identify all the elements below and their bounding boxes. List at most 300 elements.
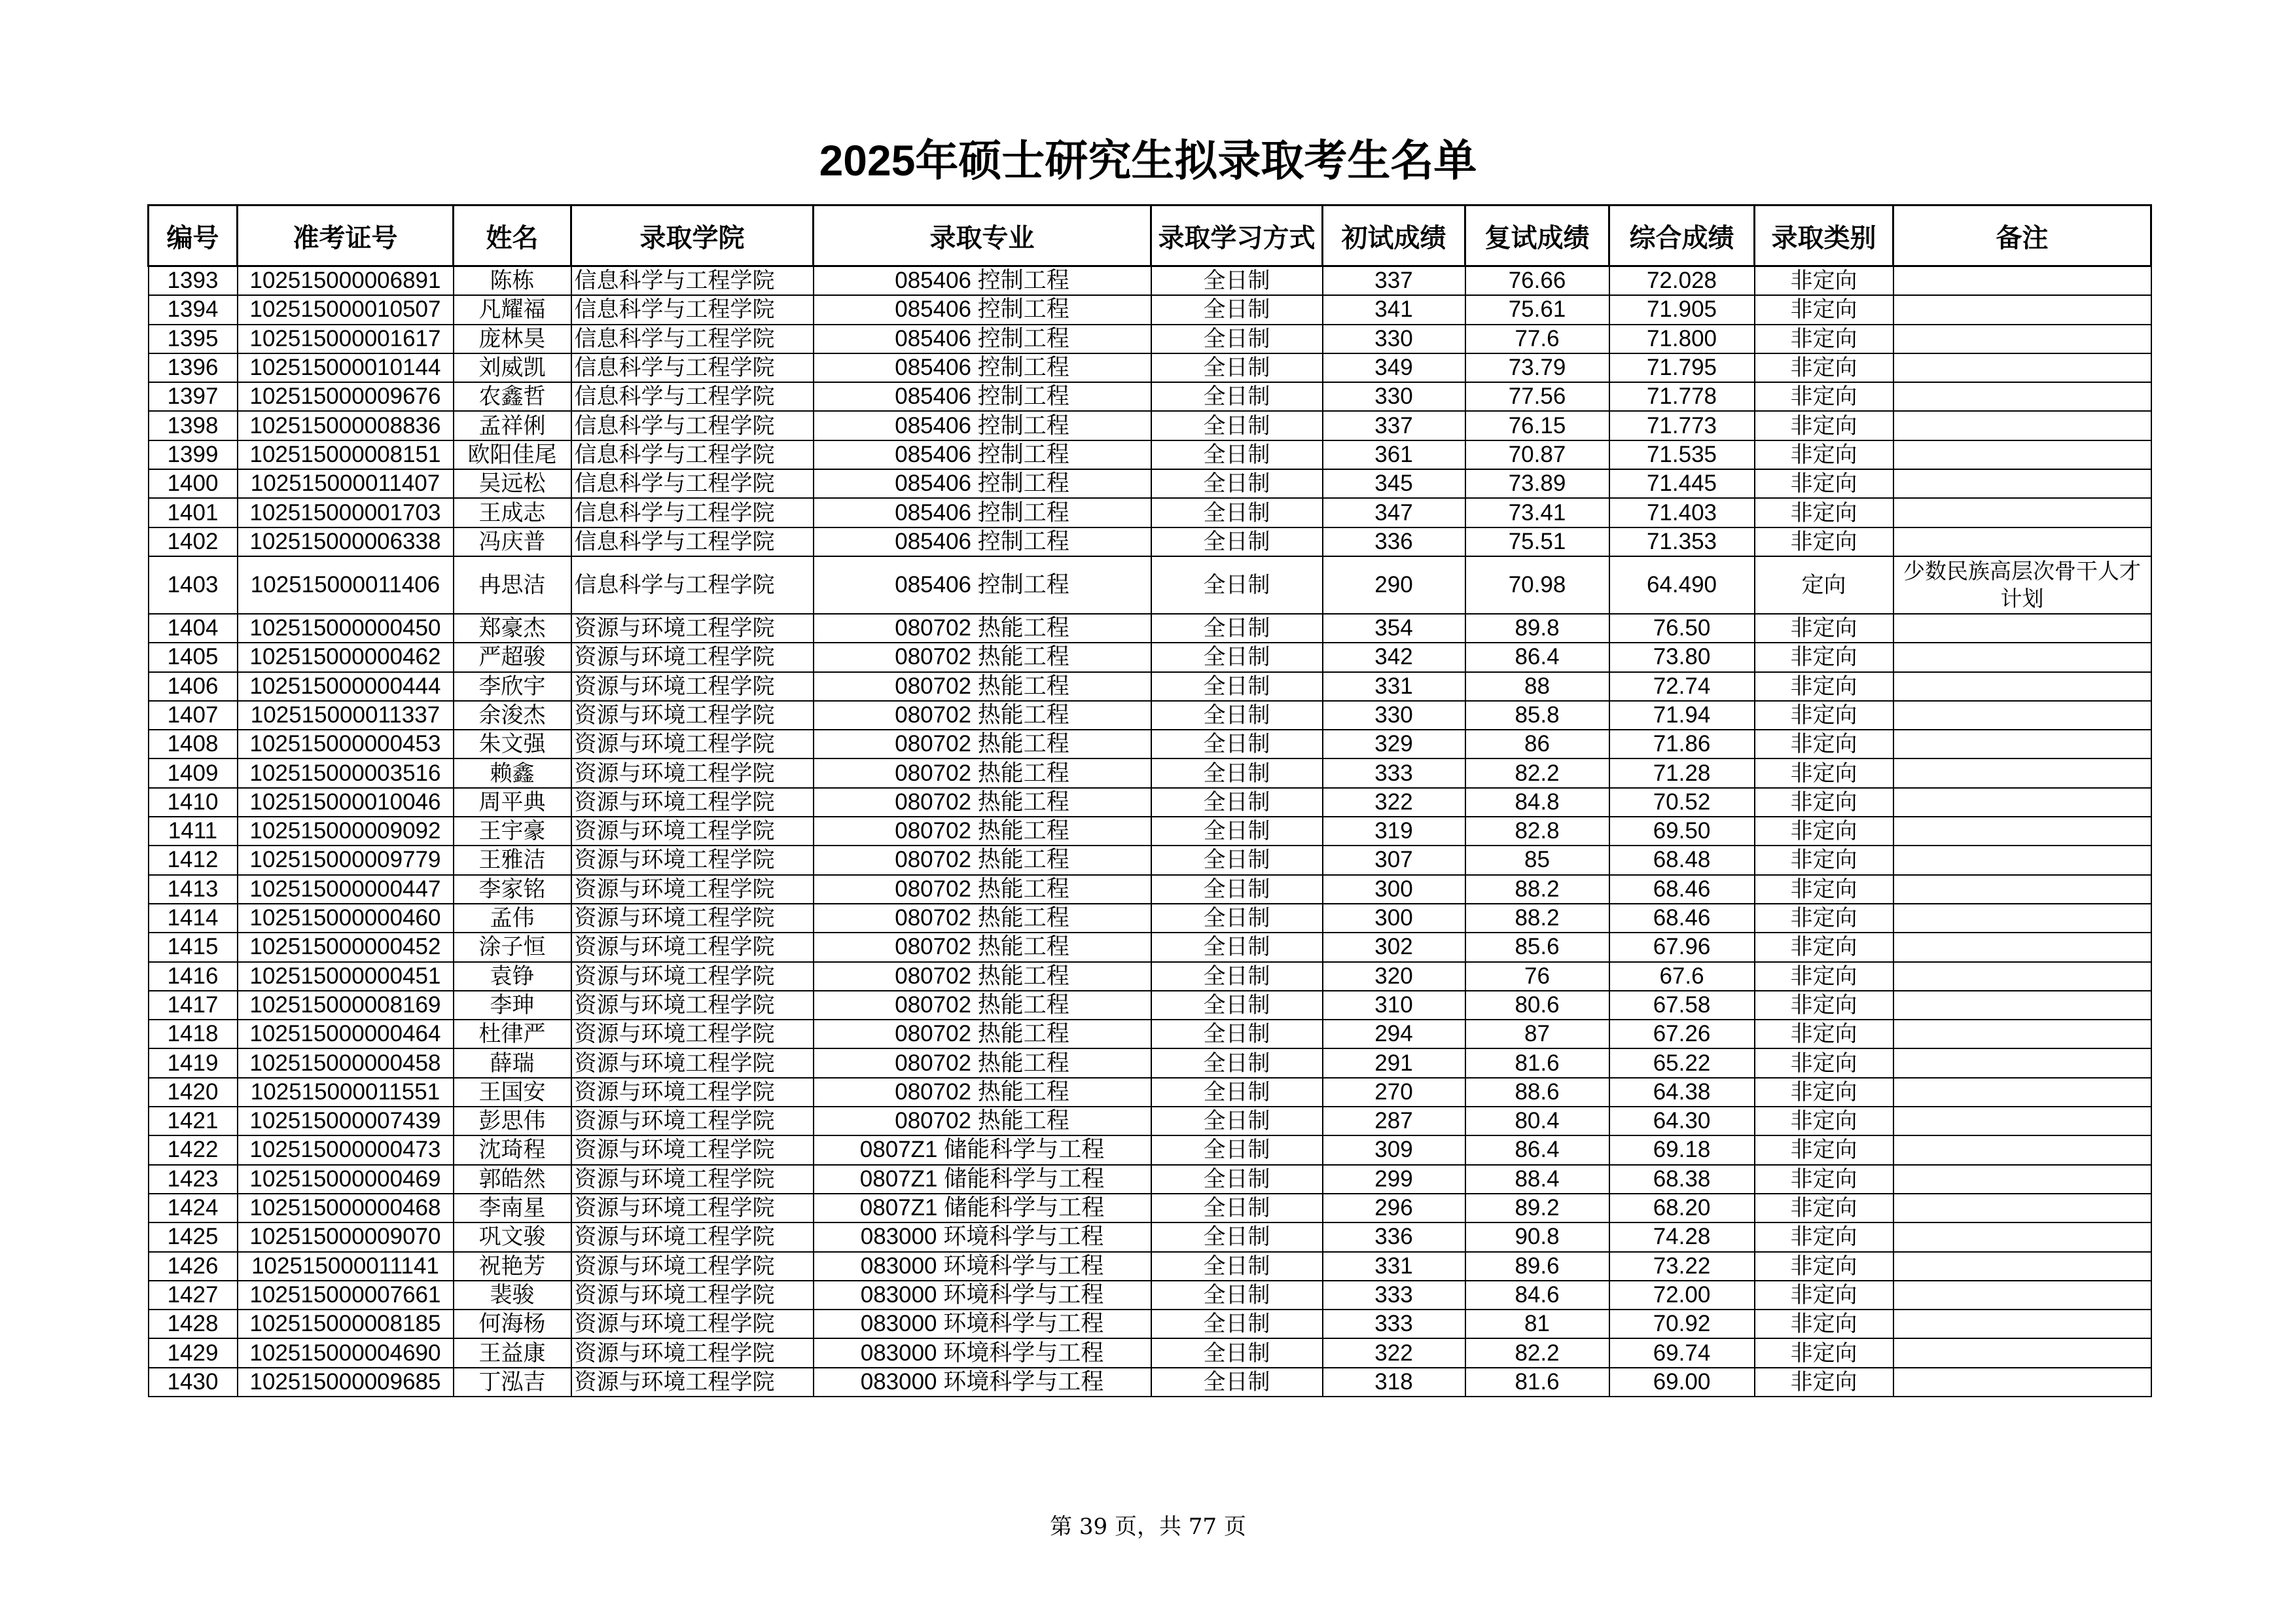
cell-total-score: 71.905: [1609, 295, 1755, 324]
cell-name: 孟伟: [454, 904, 571, 933]
cell-initial-score: 322: [1323, 788, 1465, 817]
cell-total-score: 70.92: [1609, 1310, 1755, 1338]
cell-admission-type: 非定向: [1755, 1165, 1893, 1194]
cell-retest-score: 75.51: [1465, 527, 1609, 556]
cell-major: 080702 热能工程: [814, 758, 1151, 787]
cell-college: 信息科学与工程学院: [571, 527, 814, 556]
cell-retest-score: 76: [1465, 962, 1609, 991]
cell-admission-type: 非定向: [1755, 672, 1893, 701]
cell-initial-score: 336: [1323, 1222, 1465, 1251]
cell-total-score: 68.48: [1609, 846, 1755, 874]
cell-name: 刘威凯: [454, 353, 571, 382]
cell-retest-score: 88: [1465, 672, 1609, 701]
cell-name: 王成志: [454, 498, 571, 527]
cell-retest-score: 84.6: [1465, 1281, 1609, 1310]
cell-retest-score: 82.2: [1465, 758, 1609, 787]
cell-study-mode: 全日制: [1151, 440, 1323, 469]
cell-initial-score: 300: [1323, 904, 1465, 933]
cell-remarks: [1893, 469, 2151, 498]
cell-remarks: [1893, 411, 2151, 440]
cell-initial-score: 354: [1323, 614, 1465, 643]
cell-total-score: 67.26: [1609, 1020, 1755, 1048]
header-admission-type: 录取类别: [1755, 205, 1893, 266]
cell-exam-id: 102515000000453: [238, 730, 454, 758]
cell-major: 080702 热能工程: [814, 672, 1151, 701]
cell-admission-type: 非定向: [1755, 1135, 1893, 1164]
table-row: [149, 1078, 2151, 1107]
cell-admission-type: 非定向: [1755, 1222, 1893, 1251]
cell-name: 李家铭: [454, 875, 571, 904]
cell-total-score: 67.58: [1609, 991, 1755, 1020]
page-footer: 第 39 页，共 77 页: [1050, 1514, 1246, 1540]
cell-number: 1426: [149, 1252, 238, 1281]
cell-retest-score: 85.8: [1465, 701, 1609, 730]
table-row: [149, 1194, 2151, 1222]
cell-college: 资源与环境工程学院: [571, 1252, 814, 1281]
cell-initial-score: 341: [1323, 295, 1465, 324]
cell-name: 王国安: [454, 1078, 571, 1107]
cell-study-mode: 全日制: [1151, 382, 1323, 411]
cell-total-score: 65.22: [1609, 1048, 1755, 1077]
cell-initial-score: 270: [1323, 1078, 1465, 1107]
cell-remarks: [1893, 1020, 2151, 1048]
cell-major: 080702 热能工程: [814, 614, 1151, 643]
cell-retest-score: 70.87: [1465, 440, 1609, 469]
cell-exam-id: 102515000000444: [238, 672, 454, 701]
cell-exam-id: 102515000007661: [238, 1281, 454, 1310]
cell-major: 085406 控制工程: [814, 382, 1151, 411]
table-row: [149, 1020, 2151, 1048]
cell-name: 周平典: [454, 788, 571, 817]
cell-total-score: 73.22: [1609, 1252, 1755, 1281]
header-major: 录取专业: [814, 205, 1151, 266]
cell-admission-type: 非定向: [1755, 1338, 1893, 1367]
cell-college: 信息科学与工程学院: [571, 266, 814, 296]
cell-study-mode: 全日制: [1151, 730, 1323, 758]
cell-total-score: 71.535: [1609, 440, 1755, 469]
cell-study-mode: 全日制: [1151, 991, 1323, 1020]
cell-initial-score: 309: [1323, 1135, 1465, 1164]
cell-name: 余浚杰: [454, 701, 571, 730]
cell-admission-type: 非定向: [1755, 325, 1893, 353]
cell-admission-type: 非定向: [1755, 614, 1893, 643]
cell-study-mode: 全日制: [1151, 1252, 1323, 1281]
cell-initial-score: 349: [1323, 353, 1465, 382]
cell-total-score: 67.96: [1609, 933, 1755, 961]
cell-college: 资源与环境工程学院: [571, 1310, 814, 1338]
cell-name: 朱文强: [454, 730, 571, 758]
cell-name: 陈栋: [454, 266, 571, 296]
cell-admission-type: 非定向: [1755, 266, 1893, 296]
cell-number: 1413: [149, 875, 238, 904]
cell-initial-score: 347: [1323, 498, 1465, 527]
cell-study-mode: 全日制: [1151, 788, 1323, 817]
cell-retest-score: 86.4: [1465, 1135, 1609, 1164]
cell-total-score: 71.403: [1609, 498, 1755, 527]
cell-total-score: 68.46: [1609, 904, 1755, 933]
cell-college: 信息科学与工程学院: [571, 440, 814, 469]
cell-number: 1425: [149, 1222, 238, 1251]
cell-name: 王益康: [454, 1338, 571, 1367]
cell-total-score: 74.28: [1609, 1222, 1755, 1251]
cell-name: 杜律严: [454, 1020, 571, 1048]
table-row: [149, 817, 2151, 846]
admission-table: [147, 204, 2152, 1397]
cell-retest-score: 88.2: [1465, 875, 1609, 904]
cell-number: 1414: [149, 904, 238, 933]
cell-college: 资源与环境工程学院: [571, 1368, 814, 1397]
cell-admission-type: 非定向: [1755, 1078, 1893, 1107]
cell-remarks: [1893, 962, 2151, 991]
table-header-row: [149, 205, 2151, 266]
cell-study-mode: 全日制: [1151, 266, 1323, 296]
cell-remarks: [1893, 904, 2151, 933]
cell-study-mode: 全日制: [1151, 758, 1323, 787]
cell-remarks: [1893, 382, 2151, 411]
cell-number: 1400: [149, 469, 238, 498]
cell-total-score: 69.00: [1609, 1368, 1755, 1397]
cell-exam-id: 102515000000447: [238, 875, 454, 904]
cell-initial-score: 294: [1323, 1020, 1465, 1048]
cell-name: 裴骏: [454, 1281, 571, 1310]
cell-exam-id: 102515000009779: [238, 846, 454, 874]
cell-initial-score: 342: [1323, 643, 1465, 671]
cell-exam-id: 102515000000460: [238, 904, 454, 933]
table-row: [149, 295, 2151, 324]
cell-retest-score: 76.15: [1465, 411, 1609, 440]
table-row: [149, 440, 2151, 469]
cell-retest-score: 70.98: [1465, 556, 1609, 614]
table-row: [149, 1368, 2151, 1397]
cell-major: 0807Z1 储能科学与工程: [814, 1135, 1151, 1164]
cell-initial-score: 331: [1323, 672, 1465, 701]
cell-college: 资源与环境工程学院: [571, 1020, 814, 1048]
cell-admission-type: 非定向: [1755, 1368, 1893, 1397]
cell-exam-id: 102515000011407: [238, 469, 454, 498]
cell-name: 何海杨: [454, 1310, 571, 1338]
cell-exam-id: 102515000000468: [238, 1194, 454, 1222]
cell-remarks: [1893, 614, 2151, 643]
cell-major: 080702 热能工程: [814, 904, 1151, 933]
cell-exam-id: 102515000008185: [238, 1310, 454, 1338]
cell-name: 李南星: [454, 1194, 571, 1222]
cell-total-score: 67.6: [1609, 962, 1755, 991]
cell-name: 严超骏: [454, 643, 571, 671]
cell-total-score: 73.80: [1609, 643, 1755, 671]
cell-exam-id: 102515000007439: [238, 1107, 454, 1135]
cell-major: 080702 热能工程: [814, 846, 1151, 874]
cell-name: 吴远松: [454, 469, 571, 498]
cell-remarks: [1893, 1107, 2151, 1135]
cell-name: 李珅: [454, 991, 571, 1020]
cell-admission-type: 非定向: [1755, 846, 1893, 874]
cell-number: 1430: [149, 1368, 238, 1397]
cell-remarks: [1893, 701, 2151, 730]
table-row: [149, 701, 2151, 730]
cell-remarks: [1893, 1222, 2151, 1251]
cell-remarks: [1893, 1078, 2151, 1107]
cell-total-score: 69.18: [1609, 1135, 1755, 1164]
cell-number: 1398: [149, 411, 238, 440]
cell-initial-score: 319: [1323, 817, 1465, 846]
cell-exam-id: 102515000000462: [238, 643, 454, 671]
header-number: 编号: [149, 205, 238, 266]
cell-total-score: 68.20: [1609, 1194, 1755, 1222]
cell-major: 080702 热能工程: [814, 788, 1151, 817]
cell-total-score: 71.795: [1609, 353, 1755, 382]
cell-remarks: [1893, 1338, 2151, 1367]
cell-initial-score: 320: [1323, 962, 1465, 991]
cell-total-score: 68.46: [1609, 875, 1755, 904]
cell-remarks: [1893, 730, 2151, 758]
cell-initial-score: 330: [1323, 701, 1465, 730]
cell-number: 1428: [149, 1310, 238, 1338]
cell-study-mode: 全日制: [1151, 817, 1323, 846]
cell-initial-score: 337: [1323, 266, 1465, 296]
cell-college: 资源与环境工程学院: [571, 1281, 814, 1310]
cell-initial-score: 329: [1323, 730, 1465, 758]
cell-remarks: [1893, 1135, 2151, 1164]
cell-initial-score: 361: [1323, 440, 1465, 469]
cell-major: 085406 控制工程: [814, 266, 1151, 296]
cell-name: 王雅洁: [454, 846, 571, 874]
table-row: [149, 1252, 2151, 1281]
cell-exam-id: 102515000000451: [238, 962, 454, 991]
cell-number: 1429: [149, 1338, 238, 1367]
cell-major: 085406 控制工程: [814, 527, 1151, 556]
cell-college: 资源与环境工程学院: [571, 730, 814, 758]
cell-total-score: 72.74: [1609, 672, 1755, 701]
cell-exam-id: 102515000009676: [238, 382, 454, 411]
cell-college: 资源与环境工程学院: [571, 701, 814, 730]
cell-exam-id: 102515000000452: [238, 933, 454, 961]
cell-total-score: 76.50: [1609, 614, 1755, 643]
table-row: [149, 527, 2151, 556]
cell-study-mode: 全日制: [1151, 1048, 1323, 1077]
cell-admission-type: 非定向: [1755, 730, 1893, 758]
table-row: [149, 846, 2151, 874]
table-row: [149, 266, 2151, 296]
header-name: 姓名: [454, 205, 571, 266]
cell-major: 085406 控制工程: [814, 295, 1151, 324]
cell-retest-score: 85: [1465, 846, 1609, 874]
cell-name: 庞林昊: [454, 325, 571, 353]
cell-total-score: 69.74: [1609, 1338, 1755, 1367]
cell-number: 1405: [149, 643, 238, 671]
cell-total-score: 69.50: [1609, 817, 1755, 846]
cell-remarks: [1893, 498, 2151, 527]
cell-initial-score: 322: [1323, 1338, 1465, 1367]
cell-name: 郭皓然: [454, 1165, 571, 1194]
cell-college: 资源与环境工程学院: [571, 1338, 814, 1367]
cell-retest-score: 73.89: [1465, 469, 1609, 498]
cell-study-mode: 全日制: [1151, 556, 1323, 614]
table-row: [149, 353, 2151, 382]
header-study-mode: 录取学习方式: [1151, 205, 1323, 266]
cell-remarks: [1893, 1281, 2151, 1310]
cell-major: 080702 热能工程: [814, 701, 1151, 730]
cell-exam-id: 102515000011141: [238, 1252, 454, 1281]
cell-major: 080702 热能工程: [814, 962, 1151, 991]
cell-exam-id: 102515000004690: [238, 1338, 454, 1367]
cell-initial-score: 299: [1323, 1165, 1465, 1194]
cell-admission-type: 非定向: [1755, 1020, 1893, 1048]
cell-study-mode: 全日制: [1151, 1107, 1323, 1135]
cell-major: 0807Z1 储能科学与工程: [814, 1194, 1151, 1222]
cell-college: 信息科学与工程学院: [571, 295, 814, 324]
cell-admission-type: 非定向: [1755, 817, 1893, 846]
table-row: [149, 382, 2151, 411]
cell-initial-score: 290: [1323, 556, 1465, 614]
cell-remarks: [1893, 1368, 2151, 1397]
table-row: [149, 962, 2151, 991]
cell-admission-type: 非定向: [1755, 1310, 1893, 1338]
cell-remarks: [1893, 1194, 2151, 1222]
cell-retest-score: 90.8: [1465, 1222, 1609, 1251]
table-row: [149, 904, 2151, 933]
cell-college: 资源与环境工程学院: [571, 1107, 814, 1135]
table-row: [149, 556, 2151, 614]
cell-retest-score: 81.6: [1465, 1368, 1609, 1397]
cell-major: 080702 热能工程: [814, 1048, 1151, 1077]
cell-major: 080702 热能工程: [814, 1078, 1151, 1107]
cell-number: 1427: [149, 1281, 238, 1310]
cell-exam-id: 102515000008836: [238, 411, 454, 440]
cell-major: 085406 控制工程: [814, 325, 1151, 353]
cell-exam-id: 102515000011337: [238, 701, 454, 730]
cell-name: 欧阳佳尾: [454, 440, 571, 469]
table-row: [149, 1048, 2151, 1077]
cell-admission-type: 非定向: [1755, 469, 1893, 498]
cell-number: 1396: [149, 353, 238, 382]
cell-retest-score: 87: [1465, 1020, 1609, 1048]
cell-admission-type: 非定向: [1755, 1048, 1893, 1077]
cell-major: 080702 热能工程: [814, 875, 1151, 904]
cell-major: 083000 环境科学与工程: [814, 1338, 1151, 1367]
cell-number: 1403: [149, 556, 238, 614]
cell-number: 1412: [149, 846, 238, 874]
cell-initial-score: 337: [1323, 411, 1465, 440]
cell-admission-type: 非定向: [1755, 788, 1893, 817]
page-title: 2025年硕士研究生拟录取考生名单: [819, 136, 1477, 185]
cell-study-mode: 全日制: [1151, 933, 1323, 961]
cell-major: 080702 热能工程: [814, 643, 1151, 671]
cell-number: 1410: [149, 788, 238, 817]
table-row: [149, 643, 2151, 671]
cell-study-mode: 全日制: [1151, 1165, 1323, 1194]
cell-study-mode: 全日制: [1151, 498, 1323, 527]
cell-admission-type: 非定向: [1755, 701, 1893, 730]
cell-initial-score: 330: [1323, 382, 1465, 411]
cell-study-mode: 全日制: [1151, 614, 1323, 643]
table-row: [149, 1222, 2151, 1251]
cell-retest-score: 81.6: [1465, 1048, 1609, 1077]
cell-exam-id: 102515000006891: [238, 266, 454, 296]
cell-major: 085406 控制工程: [814, 411, 1151, 440]
cell-remarks: [1893, 933, 2151, 961]
table-row: [149, 1281, 2151, 1310]
cell-major: 080702 热能工程: [814, 991, 1151, 1020]
table-row: [149, 1310, 2151, 1338]
cell-college: 资源与环境工程学院: [571, 875, 814, 904]
cell-remarks: [1893, 817, 2151, 846]
cell-number: 1411: [149, 817, 238, 846]
cell-remarks: [1893, 295, 2151, 324]
header-college: 录取学院: [571, 205, 814, 266]
cell-name: 沈琦程: [454, 1135, 571, 1164]
cell-admission-type: 非定向: [1755, 498, 1893, 527]
cell-retest-score: 82.8: [1465, 817, 1609, 846]
cell-major: 080702 热能工程: [814, 730, 1151, 758]
cell-number: 1415: [149, 933, 238, 961]
cell-retest-score: 84.8: [1465, 788, 1609, 817]
cell-initial-score: 310: [1323, 991, 1465, 1020]
cell-major: 080702 热能工程: [814, 1020, 1151, 1048]
header-exam-id: 准考证号: [238, 205, 454, 266]
cell-total-score: 71.28: [1609, 758, 1755, 787]
cell-college: 资源与环境工程学院: [571, 846, 814, 874]
cell-remarks: [1893, 1048, 2151, 1077]
cell-college: 资源与环境工程学院: [571, 1048, 814, 1077]
cell-retest-score: 80.4: [1465, 1107, 1609, 1135]
cell-exam-id: 102515000008151: [238, 440, 454, 469]
cell-exam-id: 102515000001617: [238, 325, 454, 353]
cell-total-score: 68.38: [1609, 1165, 1755, 1194]
cell-major: 083000 环境科学与工程: [814, 1252, 1151, 1281]
cell-number: 1407: [149, 701, 238, 730]
table-row: [149, 758, 2151, 787]
cell-initial-score: 336: [1323, 527, 1465, 556]
cell-name: 巩文骏: [454, 1222, 571, 1251]
cell-college: 资源与环境工程学院: [571, 1165, 814, 1194]
cell-study-mode: 全日制: [1151, 962, 1323, 991]
cell-number: 1394: [149, 295, 238, 324]
cell-exam-id: 102515000011551: [238, 1078, 454, 1107]
cell-major: 085406 控制工程: [814, 498, 1151, 527]
cell-retest-score: 89.6: [1465, 1252, 1609, 1281]
table-body: [149, 266, 2151, 1397]
cell-number: 1419: [149, 1048, 238, 1077]
cell-exam-id: 102515000000473: [238, 1135, 454, 1164]
table-row: [149, 788, 2151, 817]
cell-study-mode: 全日制: [1151, 325, 1323, 353]
cell-remarks: [1893, 266, 2151, 296]
cell-retest-score: 73.79: [1465, 353, 1609, 382]
table-row: [149, 498, 2151, 527]
cell-number: 1423: [149, 1165, 238, 1194]
cell-remarks: [1893, 758, 2151, 787]
cell-admission-type: 非定向: [1755, 295, 1893, 324]
cell-name: 冯庆普: [454, 527, 571, 556]
cell-admission-type: 非定向: [1755, 875, 1893, 904]
cell-college: 资源与环境工程学院: [571, 817, 814, 846]
cell-remarks: [1893, 1252, 2151, 1281]
cell-exam-id: 102515000001703: [238, 498, 454, 527]
cell-major: 085406 控制工程: [814, 556, 1151, 614]
cell-name: 王宇豪: [454, 817, 571, 846]
cell-major: 085406 控制工程: [814, 440, 1151, 469]
cell-study-mode: 全日制: [1151, 1135, 1323, 1164]
cell-admission-type: 非定向: [1755, 527, 1893, 556]
cell-remarks: [1893, 440, 2151, 469]
cell-college: 信息科学与工程学院: [571, 469, 814, 498]
cell-name: 丁泓吉: [454, 1368, 571, 1397]
cell-college: 信息科学与工程学院: [571, 325, 814, 353]
cell-study-mode: 全日制: [1151, 643, 1323, 671]
header-retest-score: 复试成绩: [1465, 205, 1609, 266]
cell-remarks: [1893, 325, 2151, 353]
cell-name: 农鑫哲: [454, 382, 571, 411]
